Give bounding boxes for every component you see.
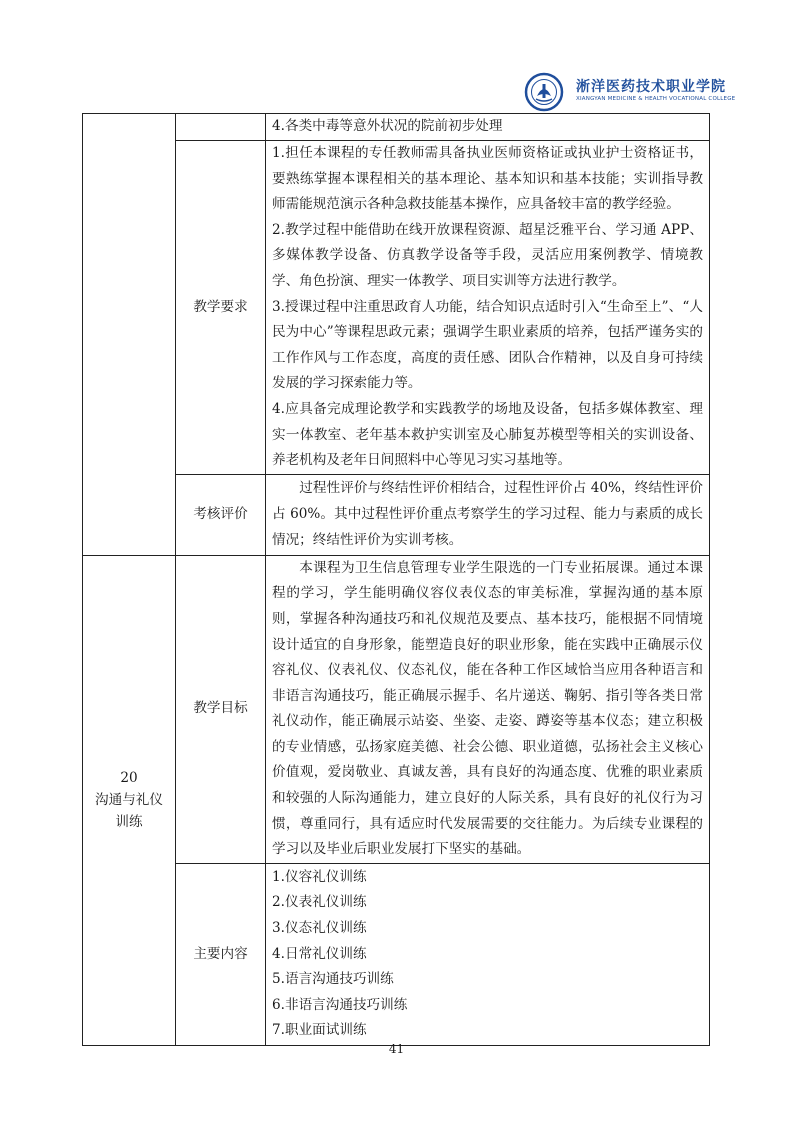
table-row — [83, 141, 710, 475]
course-table — [82, 113, 710, 1046]
course-number: 20 — [120, 770, 138, 787]
course-name: 沟通与礼仪训练 — [95, 792, 163, 831]
table-row — [83, 863, 710, 1045]
list-item: 4.日常礼仪训练 — [272, 945, 367, 962]
assessment-text: 过程性评价与终结性评价相结合，过程性评价占 40%，终结性评价占 60%。其中过程性评价重点考察学生的学习过程、能力与素质的成长情况；终结性评价为实训考核。 — [272, 480, 703, 548]
objectives-text: 本课程为卫生信息管理专业学生限选的一门专业拓展课。通过本课程的学习，学生能明确仪容仪表仪态的审美标准，掌握沟通的基本原则，掌握各种沟通技巧和礼仪规范及要点、基本技巧，能根据不同情境设计适宜的自身形象，能塑造良好的职业形象，能在实践中正确展示仪容礼仪、仪表礼仪、仪态礼仪，能在各种工作区域恰当应用各种语言和非语言沟通技巧，能正确展示握手、名片递送、鞠躬、指引等各类日常礼仪动作，能正确展示站姿、坐姿、走姿、蹲姿等基本仪态；建立积极的专业情感，弘扬家庭美德、社会公德、职业道德，弘扬社会主义核心价值观，爱岗敬业、真诚友善，具有良好的沟通态度、优雅的职业素质和较强的人际沟通能力，建立良好的人际关系，具有良好的礼仪行为习惯，尊重同行，具有适应时代发展需要的交往能力。为后续专业课程的学习以及毕业后职业发展打下坚实的基础。 — [272, 559, 703, 858]
course-number-cell — [83, 555, 176, 1045]
main-content-label: 主要内容 — [176, 863, 266, 1045]
table-row — [83, 474, 710, 555]
list-item: 3.仪态礼仪训练 — [272, 919, 367, 936]
empty-label-cell — [176, 114, 266, 141]
school-emblem-icon — [524, 72, 564, 112]
assessment-content — [266, 474, 710, 555]
page-number: 41 — [388, 1042, 405, 1056]
assessment-label: 考核评价 — [176, 474, 266, 555]
list-item: 2.仪表礼仪训练 — [272, 894, 367, 911]
school-name-en: XIANGYAN MEDICINE & HEALTH VOCATIONAL COLLEGE — [576, 96, 736, 102]
list-item: 1.仪容礼仪训练 — [272, 868, 367, 885]
teaching-objectives-label: 教学目标 — [176, 555, 266, 863]
table-row — [83, 555, 710, 863]
prev-course-cell — [83, 114, 176, 556]
prev-content-tail: 4.各类中毒等意外状况的院前初步处理 — [266, 114, 710, 141]
teaching-objectives-content — [266, 555, 710, 863]
list-item: 6.非语言沟通技巧训练 — [272, 996, 408, 1013]
requirement-paragraph: 3.授课过程中注重思政育人功能，结合知识点适时引入“生命至上”、“人民为中心”等课程思政元素；强调学生职业素质的培养，包括严谨务实的工作作风与工作态度，高度的责任感、团队合作精神，以及自身可持续发展的学习探索能力等。 — [272, 298, 703, 392]
teaching-requirements-content — [266, 141, 710, 475]
list-item: 5.语言沟通技巧训练 — [272, 971, 394, 988]
school-logo — [524, 72, 736, 112]
requirement-paragraph: 4.应具备完成理论教学和实践教学的场地及设备，包括多媒体教室、理实一体教室、老年基本救护实训室及心肺复苏模型等相关的实训设备、养老机构及老年日间照料中心等见习实习基地等。 — [272, 400, 703, 469]
requirement-paragraph: 2.教学过程中能借助在线开放课程资源、超星泛雅平台、学习通 APP、多媒体教学设备、仿真教学设备等手段，灵活应用案例教学、情境教学、角色扮演、理实一体教学、项目实训等方法进行教学。 — [272, 221, 703, 289]
table-row — [83, 114, 710, 141]
requirement-paragraph: 1.担任本课程的专任教师需具备执业医师资格证或执业护士资格证书，要熟练掌握本课程相关的基本理论、基本知识和基本技能；实训指导教师需能规范演示各种急救技能基本操作，应具备较丰富的教学经验。 — [272, 145, 703, 213]
school-name: 淅洋医药技术职业学院 — [576, 79, 726, 95]
list-item: 7.职业面试训练 — [272, 1022, 367, 1039]
main-content-list — [266, 863, 710, 1045]
teaching-requirements-label: 教学要求 — [176, 141, 266, 475]
